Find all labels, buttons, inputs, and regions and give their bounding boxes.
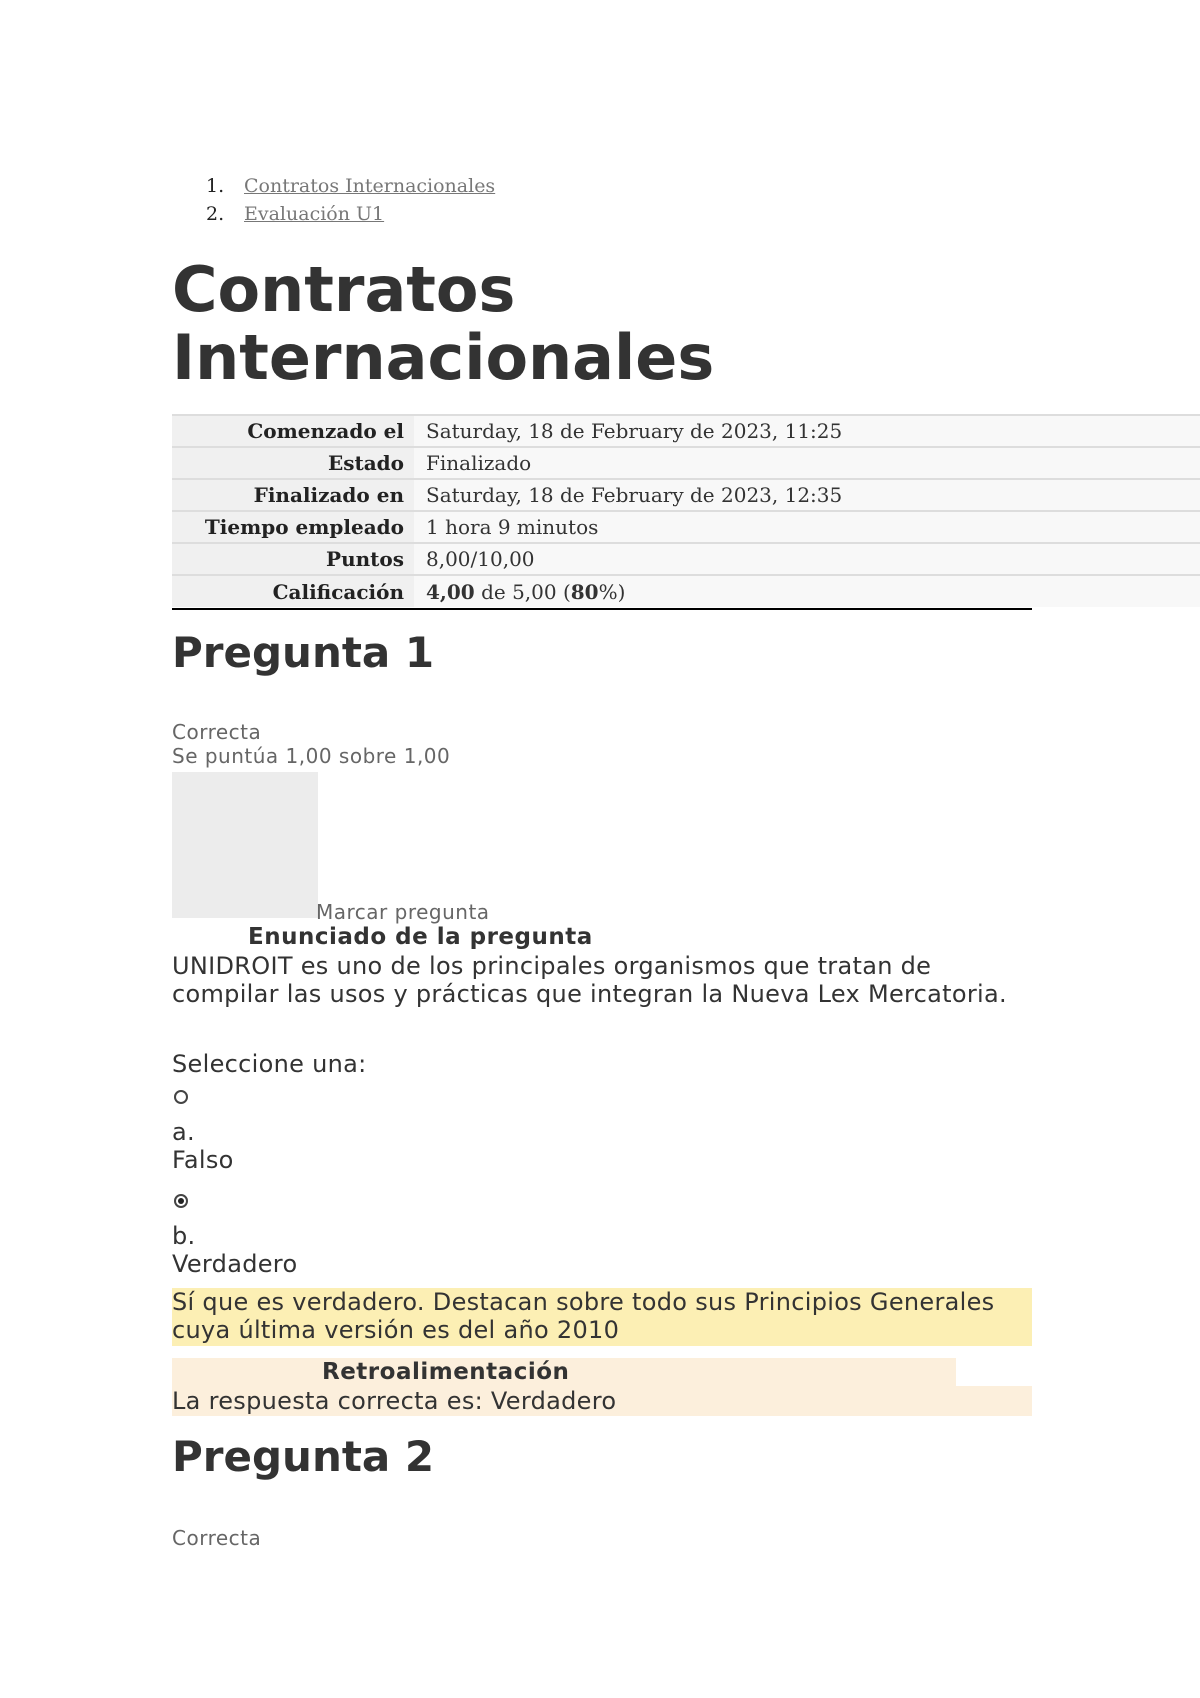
question-text-heading: Enunciado de la pregunta [248, 924, 593, 950]
question-text: UNIDROIT es uno de los principales organismos que tratan de compilar las usos y prácticas que integran la Nueva Lex Mercatoria. [172, 952, 1007, 1008]
question-1-status: Correcta [172, 720, 262, 744]
summary-row-time-taken [172, 511, 1200, 543]
flag-icon[interactable] [172, 772, 318, 918]
option-a-label[interactable]: Falso [172, 1146, 234, 1174]
summary-value: Finalizado [414, 447, 1200, 479]
attempt-summary-table [172, 414, 1200, 607]
summary-label: Puntos [172, 543, 414, 575]
feedback-heading: Retroalimentación [322, 1359, 570, 1385]
breadcrumb-number: 2. [206, 203, 225, 225]
option-a-letter: a. [172, 1118, 195, 1146]
summary-row-state [172, 447, 1200, 479]
summary-label: Calificación [172, 575, 414, 607]
summary-label: Tiempo empleado [172, 511, 414, 543]
feedback-heading-bar [172, 1358, 956, 1386]
flag-question-link[interactable]: Marcar pregunta [316, 900, 490, 924]
breadcrumb-number: 1. [206, 175, 225, 197]
grade-out-of: de 5,00 ( [474, 579, 571, 604]
summary-value: 8,00/10,00 [414, 543, 1200, 575]
breadcrumb [172, 172, 495, 228]
summary-label: Estado [172, 447, 414, 479]
breadcrumb-link-evaluation[interactable]: Evaluación U1 [244, 203, 385, 225]
breadcrumb-item [172, 172, 495, 200]
option-b-label[interactable]: Verdadero [172, 1250, 298, 1278]
question-2-title: Pregunta 2 [172, 1432, 435, 1481]
summary-grade-value [414, 575, 1200, 607]
summary-value: Saturday, 18 de February de 2023, 11:25 [414, 415, 1200, 447]
summary-row-grade [172, 575, 1200, 607]
breadcrumb-link-course[interactable]: Contratos Internacionales [244, 175, 496, 197]
option-b-letter: b. [172, 1222, 196, 1250]
grade-percent: 80 [570, 579, 599, 604]
summary-label: Comenzado el [172, 415, 414, 447]
option-b-radio[interactable] [174, 1194, 188, 1208]
page-title: Contratos Internacionales [172, 253, 715, 394]
right-answer: La respuesta correcta es: Verdadero [172, 1386, 1032, 1416]
specific-feedback: Sí que es verdadero. Destacan sobre todo sus Principios Generales cuya última versión es del año 2010 [172, 1288, 1032, 1346]
breadcrumb-item [172, 200, 495, 228]
summary-row-finished [172, 479, 1200, 511]
grade-number: 4,00 [426, 579, 475, 604]
grade-percent-suffix: %) [598, 579, 626, 604]
option-a-radio[interactable] [174, 1090, 188, 1104]
question-1-score: Se puntúa 1,00 sobre 1,00 [172, 744, 451, 768]
summary-value: Saturday, 18 de February de 2023, 12:35 [414, 479, 1200, 511]
summary-label: Finalizado en [172, 479, 414, 511]
question-1-title: Pregunta 1 [172, 628, 435, 677]
question-2-status: Correcta [172, 1526, 262, 1550]
summary-row-points [172, 543, 1200, 575]
summary-row-started [172, 415, 1200, 447]
divider [172, 608, 1032, 610]
summary-value: 1 hora 9 minutos [414, 511, 1200, 543]
select-one-prompt: Seleccione una: [172, 1050, 367, 1078]
